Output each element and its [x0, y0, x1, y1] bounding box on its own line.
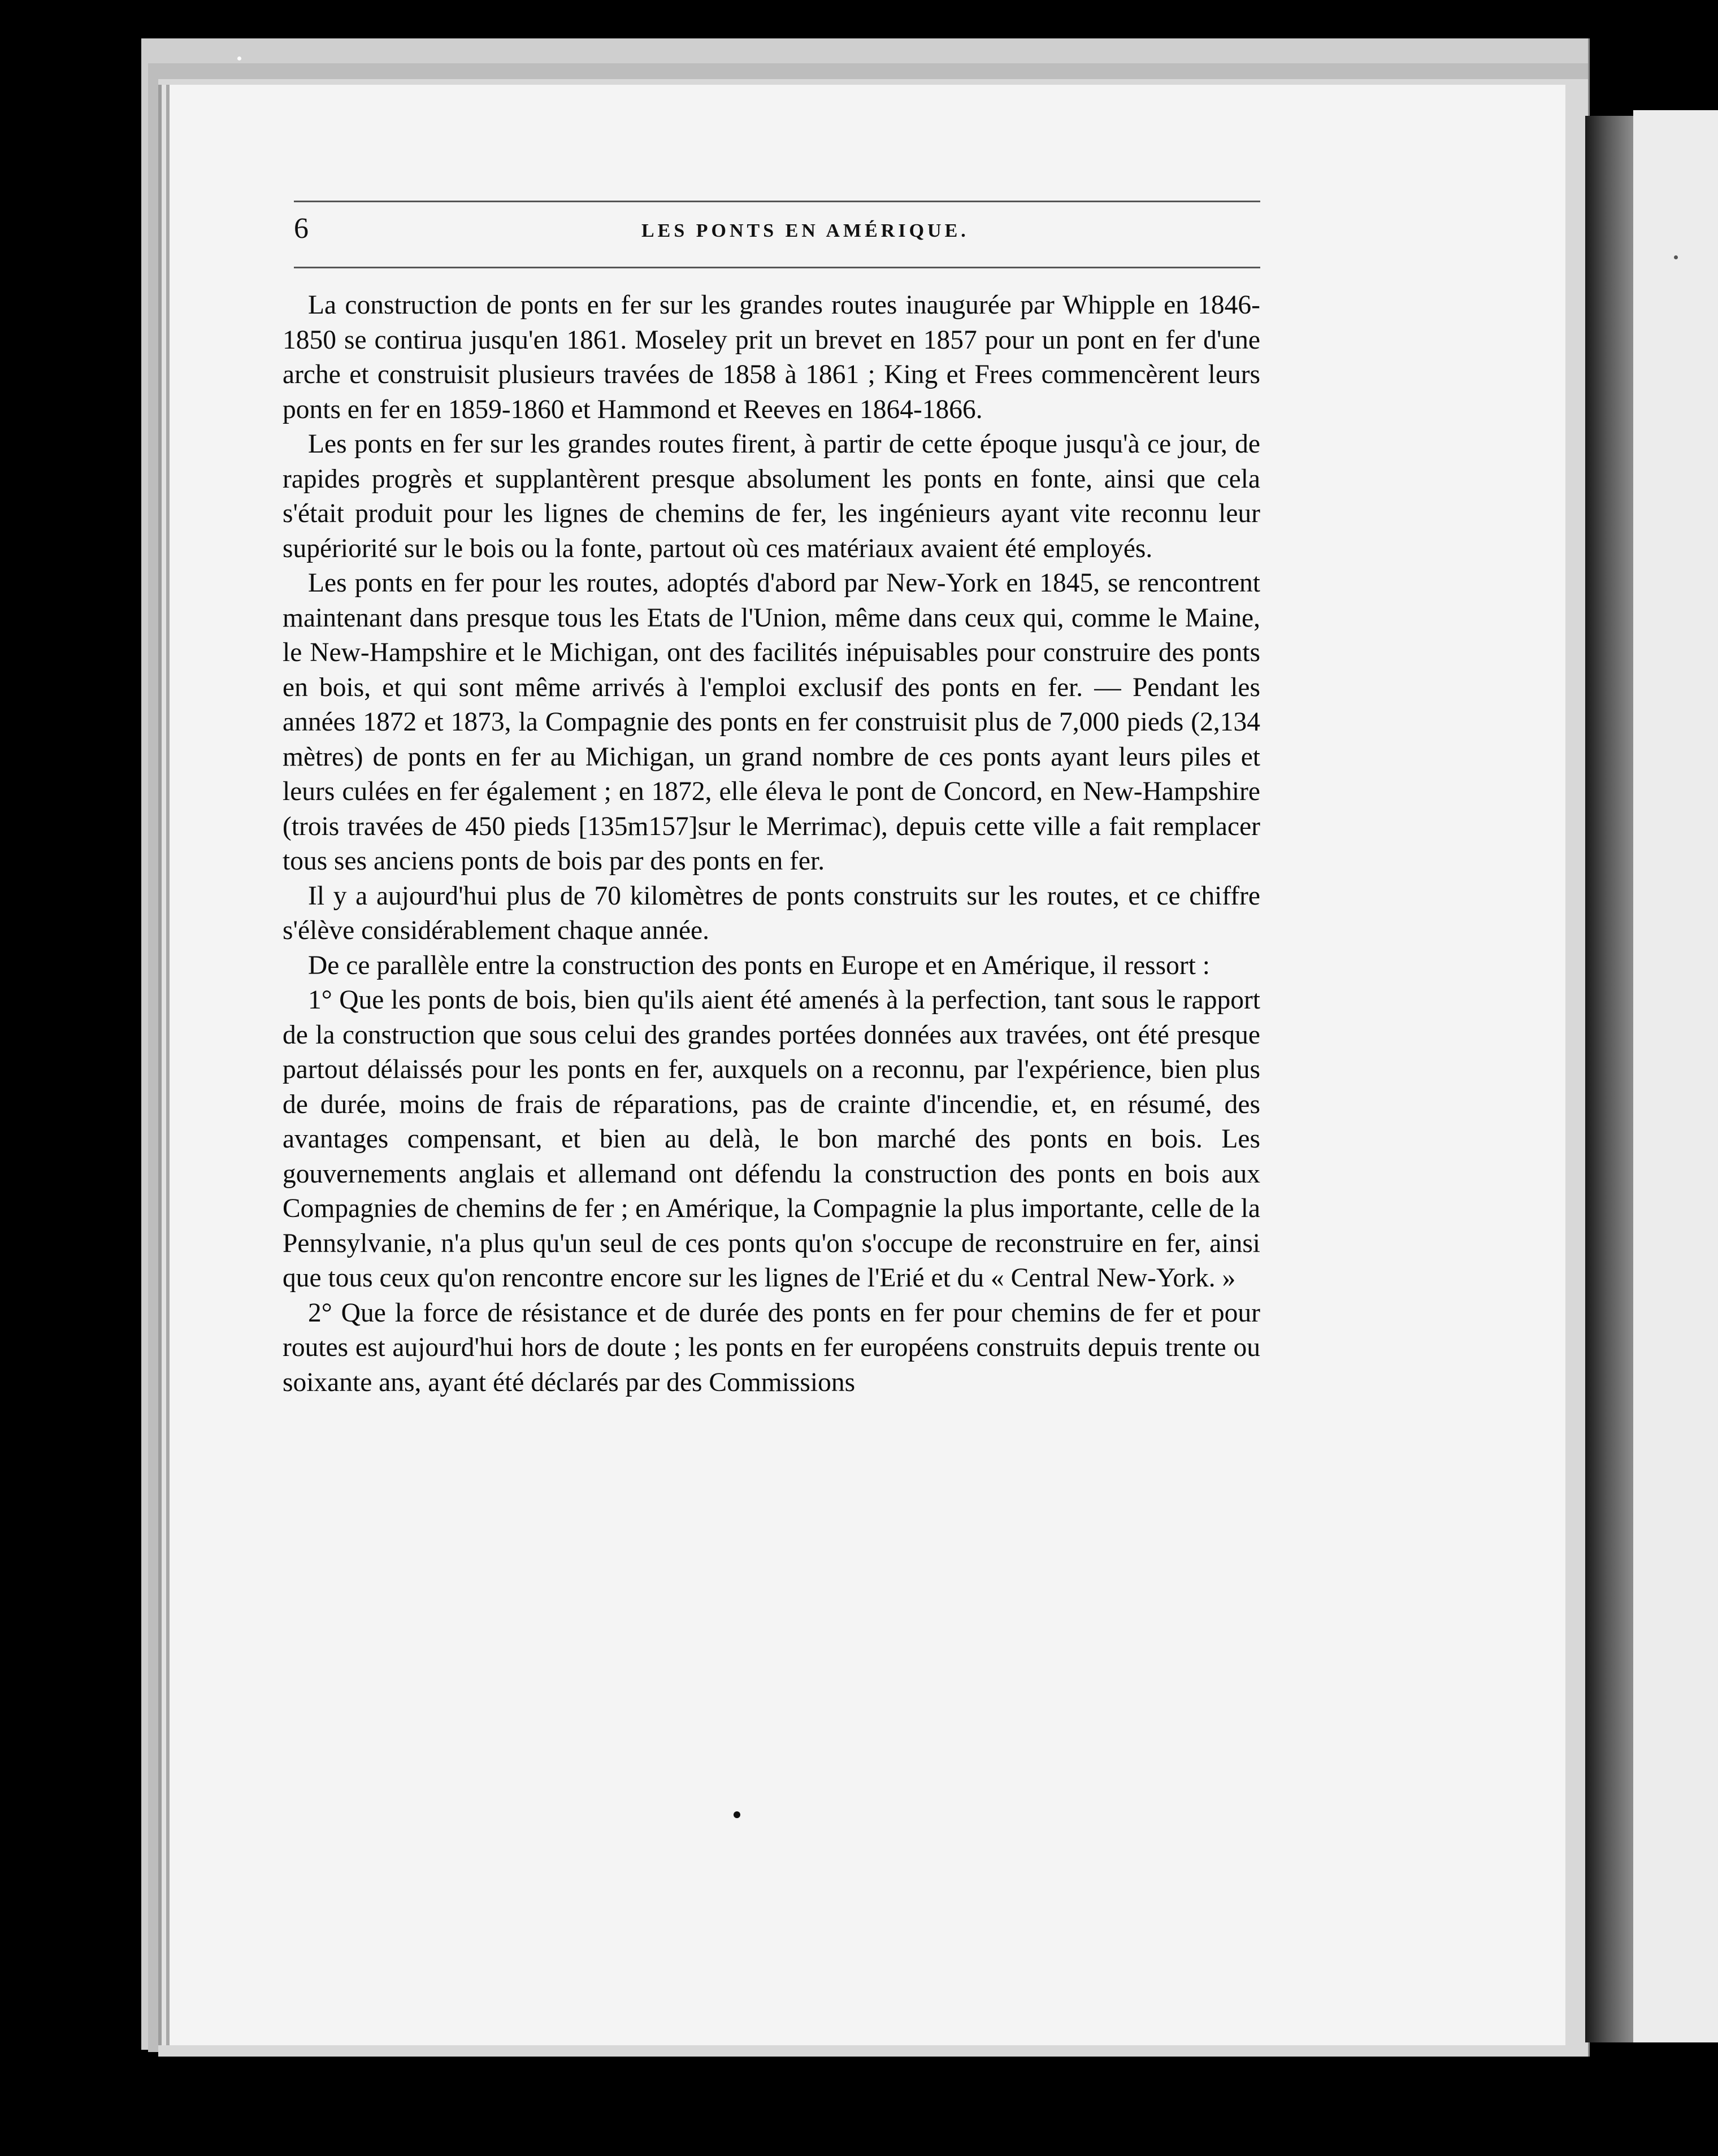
scan-speck	[237, 56, 241, 60]
page-number: 6	[294, 212, 309, 245]
paragraph: La construction de ponts en fer sur les grandes routes inaugurée par Whipple en 1846-1850 se contirua jusqu'en 1861. Moseley prit un brevet en 1857 pour un pont en fer d'une arche et construisit plusieurs travées de 1858 à 1861 ; King et Frees commencèrent leurs ponts en fer en 1859-1860 et Hammond et Reeves en 1864-1866.	[283, 290, 1260, 424]
header-rule-bottom	[294, 267, 1260, 268]
header-rule-top	[294, 201, 1260, 202]
scan-speck	[1674, 255, 1678, 259]
paragraph: Les ponts en fer sur les grandes routes firent, à partir de cette époque jusqu'à ce jour, de rapides progrès et supplantèrent presque absolument les ponts en fonte, ainsi que cela s'était produit pour les lignes de chemins de fer, les ingénieurs ayant vite reconnu leur supériorité sur le bois ou la fonte, partout où ces matériaux avaient été employés.	[283, 429, 1260, 563]
paragraph: Il y a aujourd'hui plus de 70 kilomètres de ponts construits sur les routes, et ce chiffre s'élève considérablement chaque année.	[283, 881, 1260, 945]
printer-dot	[734, 1811, 740, 1818]
running-title: LES PONTS EN AMÉRIQUE.	[641, 220, 969, 241]
paragraph: Les ponts en fer pour les routes, adoptés d'abord par New-York en 1845, se rencontrent maintenant dans presque tous les Etats de l'Union, même dans ceux qui, comme le Maine, le New-Hampshire et le Michigan, ont des facilités inépuisables pour construire des ponts en bois, et qui sont même arrivés à l'emploi exclusif des ponts en fer. — Pendant les années 1872 et 1873, la Compagnie des ponts en fer construisit plus de 7,000 pieds (2,134 mètres) de ponts en fer au Michigan, un grand nombre de ces ponts ayant leurs piles et leurs culées en fer également ; en 1872, elle éleva le pont de Concord, en New-Hampshire (trois travées de 450 pieds [135m157]sur le Merrimac), depuis cette ville a fait remplacer tous ses anciens ponts de bois par des ponts en fer.	[283, 568, 1260, 876]
paragraph: De ce parallèle entre la construction des ponts en Europe et en Amérique, il ressort :	[308, 950, 1210, 980]
facing-page-edge	[1633, 110, 1718, 2042]
paragraph: 1° Que les ponts de bois, bien qu'ils aient été amenés à la perfection, tant sous le rapport de la construction que sous celui des grandes portées données aux travées, ont été presque partout délaissés pour les ponts en fer, auxquels on a reconnu, par l'expérience, bien plus de durée, moins de frais de réparations, pas de crainte d'incendie, et, en résumé, des avantages compensant, et bien au delà, le bon marché des ponts en bois. Les gouvernements anglais et allemand ont défendu la construction des ponts en bois aux Compagnies de chemins de fer ; en Amérique, la Compagnie la plus importante, celle de la Pennsylvanie, n'a plus qu'un seul de ces ponts qu'on s'occupe de reconstruire en fer, ainsi que tous ceux qu'on rencontre encore sur les lignes de l'Erié et du « Central New-York. »	[283, 985, 1260, 1293]
paragraph: 2° Que la force de résistance et de durée des ponts en fer pour chemins de fer et pour routes est aujourd'hui hors de doute ; les ponts en fer européens construits depuis trente ou soixante ans, ayant été déclarés par des Commissions	[283, 1298, 1260, 1397]
page-gutter-shadow	[1585, 116, 1639, 2042]
body-text	[283, 288, 1260, 1400]
